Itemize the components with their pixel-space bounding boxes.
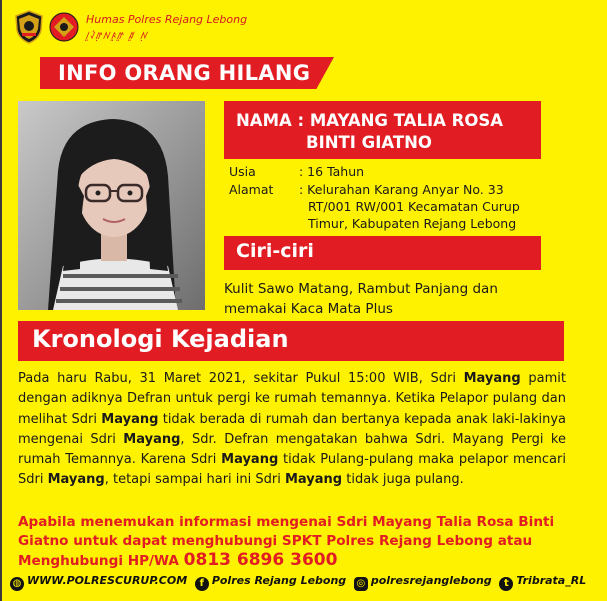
features-line2: memakai Kaca Mata Plus — [224, 301, 393, 317]
facebook-link[interactable]: Polres Rejang Lebong — [211, 574, 347, 587]
contact-appeal — [18, 513, 578, 571]
address-line3: Timur, Kabupaten Rejang Lebong — [308, 216, 517, 231]
left-border — [0, 0, 2, 601]
address-line1: : Kelurahan Karang Anyar No. 33 — [299, 182, 504, 197]
website-link[interactable]: WWW.POLRESCURUP.COM — [27, 574, 188, 587]
org-name: Humas Polres Rejang Lebong — [86, 13, 248, 26]
story-name: Mayang — [285, 472, 343, 488]
story-text: pamit dengan adiknya Defran untuk pergi ke rumah temannya. Ketika Pelapor pulang dan melihat Sdri — [18, 371, 566, 427]
twitter-icon: t — [499, 577, 513, 591]
humas-logo — [48, 12, 80, 42]
age-value: : 16 Tahun — [299, 164, 365, 179]
instagram-link[interactable]: polresrejanglebong — [370, 574, 492, 587]
story-text: tidak berada di rumah dan bertanya kepada anak laki-lakinya mengenai Sdri — [18, 411, 567, 447]
org-script: ꤷꥍꤶꥏꤼꥈꤾꤴꥍꤼꥍ ꤽꥍ ꤾꥈ — [86, 31, 149, 42]
features-heading: Ciri-ciri — [236, 240, 314, 262]
story-name: Mayang — [221, 452, 279, 468]
story-text: Pada haru Rabu, 31 Maret 2021, sekitar Pukul 15:00 WIB, Sdri — [18, 371, 464, 386]
globe-icon: ◍ — [10, 577, 24, 591]
chronology-text — [18, 369, 566, 491]
contact-phone: 0813 6896 3600 — [183, 550, 338, 570]
facebook-icon: f — [195, 577, 209, 591]
instagram-icon: ◎ — [354, 577, 368, 591]
story-name: Mayang — [123, 431, 181, 447]
address-line2: RT/001 RW/001 Kecamatan Curup — [308, 199, 520, 214]
address-label: Alamat — [229, 182, 274, 197]
person-photo — [18, 101, 205, 310]
age-label: Usia — [229, 164, 256, 179]
story-text: tidak Pulang-pulang maka pelapor mencari Sdri — [18, 452, 566, 488]
social-footer — [10, 574, 586, 592]
story-text: , tetapi sampai hari ini Sdri — [104, 472, 285, 488]
poster-title: INFO ORANG HILANG — [58, 61, 311, 85]
person-name-line1: NAMA : MAYANG TALIA ROSA — [236, 111, 503, 130]
story-text: tidak juga pulang. — [342, 472, 464, 488]
police-badge-logo — [14, 10, 44, 44]
story-text: , Sdr. Defran mengatakan bahwa Sdri. Mayang Pergi ke rumah Temannya. Karena Sdri — [18, 431, 566, 468]
story-name: Mayang — [101, 411, 159, 427]
chronology-heading: Kronologi Kejadian — [32, 325, 289, 353]
features-line1: Kulit Sawo Matang, Rambut Panjang dan — [224, 281, 498, 297]
twitter-link[interactable]: Tribrata_RL — [516, 574, 587, 587]
features-text — [224, 279, 498, 319]
person-name-line2: BINTI GIATNO — [306, 133, 432, 152]
story-name: Mayang — [463, 371, 521, 386]
story-name: Mayang — [47, 472, 105, 488]
appeal-text: Apabila menemukan informasi mengenai Sdri Mayang Talia Rosa Binti Giatno untuk dapat menghubungi SPKT Polres Rejang Lebong atau Menghubungi HP/WA — [18, 514, 555, 569]
